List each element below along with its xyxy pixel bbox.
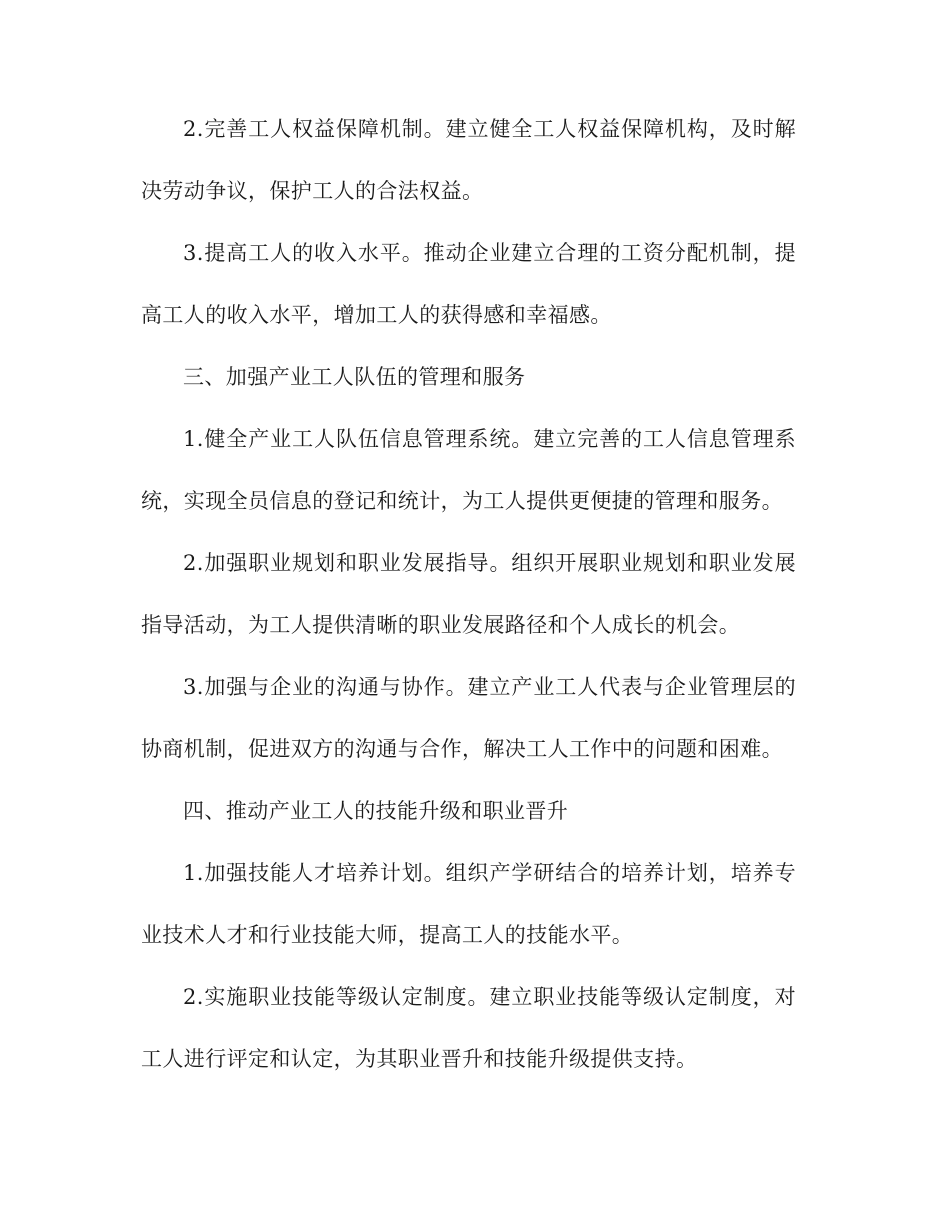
paragraph-info-system: 1.健全产业工人队伍信息管理系统。建立完善的工人信息管理系统，实现全员信息的登记和统计，为工人提供更便捷的管理和服务。 bbox=[141, 427, 796, 513]
paragraph-rights-protection: 2.完善工人权益保障机制。建立健全工人权益保障机构，及时解决劳动争议，保护工人的合法权益。 bbox=[141, 117, 796, 203]
document-body bbox=[141, 98, 796, 1090]
section-heading-management-service: 三、加强产业工人队伍的管理和服务 bbox=[183, 365, 526, 389]
paragraph-income-level: 3.提高工人的收入水平。推动企业建立合理的工资分配机制，提高工人的收入水平，增加工人的获得感和幸福感。 bbox=[141, 241, 796, 327]
paragraph-career-guidance: 2.加强职业规划和职业发展指导。组织开展职业规划和职业发展指导活动，为工人提供清晰的职业发展路径和个人成长的机会。 bbox=[141, 551, 796, 637]
paragraph-skill-certification: 2.实施职业技能等级认定制度。建立职业技能等级认定制度，对工人进行评定和认定，为其职业晋升和技能升级提供支持。 bbox=[141, 985, 796, 1071]
paragraph-enterprise-communication: 3.加强与企业的沟通与协作。建立产业工人代表与企业管理层的协商机制，促进双方的沟通与合作，解决工人工作中的问题和困难。 bbox=[141, 675, 796, 761]
section-heading-skill-upgrade: 四、推动产业工人的技能升级和职业晋升 bbox=[183, 799, 569, 823]
paragraph-talent-training: 1.加强技能人才培养计划。组织产学研结合的培养计划，培养专业技术人才和行业技能大师，提高工人的技能水平。 bbox=[141, 861, 796, 947]
